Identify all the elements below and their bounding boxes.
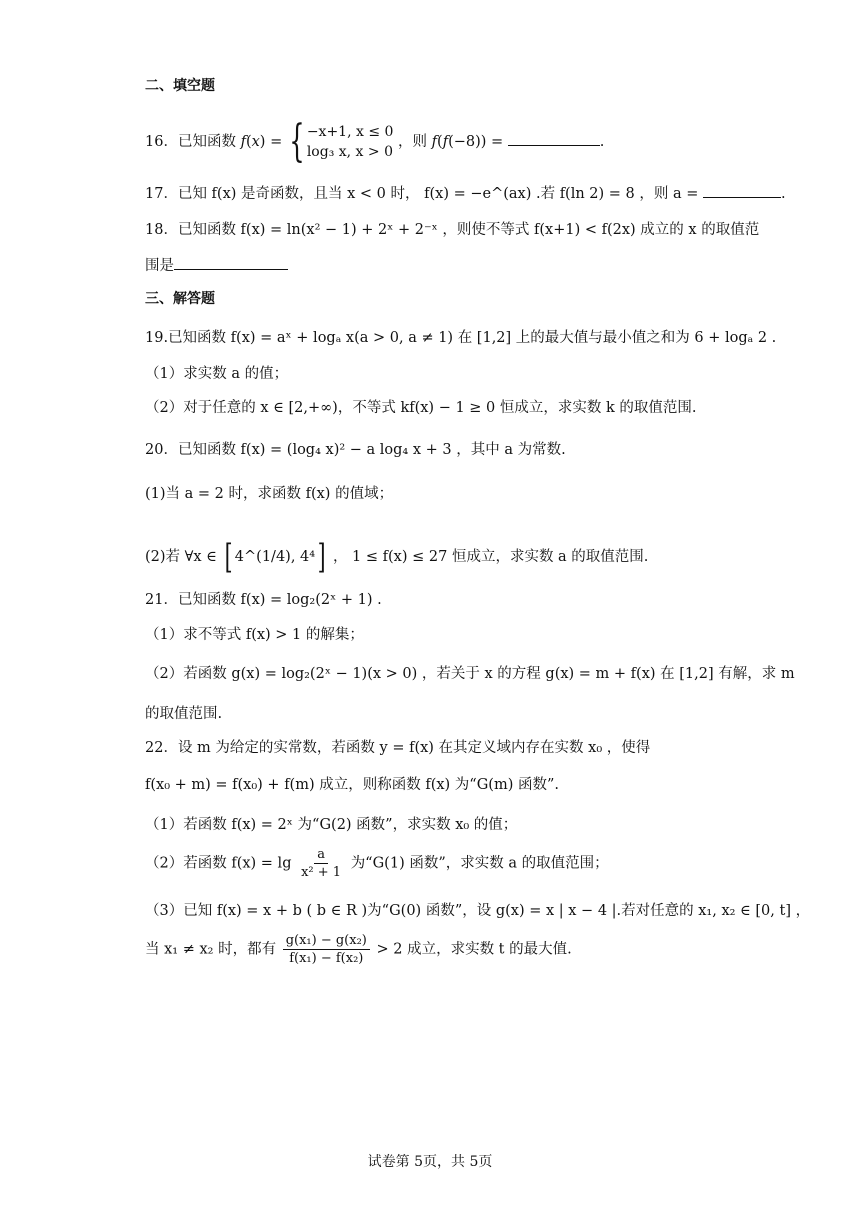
question-22-part-3-cont xyxy=(145,932,572,967)
question-text: 已知函数 f(x) = (log₄ x)² − a log₄ x + 3 ，其中 a 为常数. xyxy=(177,442,566,458)
question-number: 17． xyxy=(145,186,178,202)
question-22-part-1: （1）若函数 f(x) = 2ˣ 为“G(2) 函数”，求实数 x₀ 的值； xyxy=(145,817,518,833)
interval: 4^(1/4), 4⁴ xyxy=(234,549,316,565)
question-text: ， 1 ≤ f(x) ≤ 27 恒成立，求实数 a 的取值范围. xyxy=(332,549,649,565)
question-number: 22． xyxy=(145,740,178,756)
question-text: 已知函数 f(x) = ln(x² − 1) + 2ˣ + 2⁻ˣ ，则使不等式 f(x+1) < f(2x) 成立的 x 的取值范 xyxy=(177,222,760,238)
fraction-numerator: a xyxy=(314,846,328,864)
question-20-part-2 xyxy=(145,537,649,577)
section-heading-answer: 三、解答题 xyxy=(145,291,215,307)
question-22-definition: f(x₀ + m) = f(x₀) + f(m) 成立，则称函数 f(x) 为“G(m) 函数”. xyxy=(145,777,559,793)
question-20-part-1: (1)当 a = 2 时，求函数 f(x) 的值域； xyxy=(145,486,394,502)
question-text: 已知函数 f(x) = aˣ + logₐ x(a > 0, a ≠ 1) 在 [1,2] 上的最大值与最小值之和为 6 + logₐ 2 . xyxy=(168,330,777,346)
case-2: log₃ x, x > 0 xyxy=(306,144,393,160)
question-text: （2）若函数 f(x) = lg xyxy=(145,855,292,872)
question-17 xyxy=(145,183,786,204)
question-18-cont xyxy=(145,255,288,276)
answer-blank[interactable] xyxy=(174,255,288,270)
question-21-part-1: （1）求不等式 f(x) > 1 的解集； xyxy=(145,627,364,643)
question-19-part-2: （2）对于任意的 x ∈ [2,+∞)，不等式 kf(x) − 1 ≥ 0 恒成立，求实数 k 的取值范围. xyxy=(145,400,697,416)
question-text: ，则 xyxy=(398,134,428,150)
punct: . xyxy=(781,186,786,202)
question-text: 为“G(1) 函数”，求实数 a 的取值范围； xyxy=(350,855,609,872)
question-text: 围是 xyxy=(145,258,174,274)
fraction-numerator: g(x₁) − g(x₂) xyxy=(283,932,370,950)
question-18 xyxy=(145,220,759,240)
bracket-left-icon: [ xyxy=(224,537,233,577)
question-text: > 2 成立，求实数 t 的最大值. xyxy=(376,941,572,958)
question-text: 设 m 为给定的实常数，若函数 y = f(x) 在其定义域内存在实数 x₀ ，使得 xyxy=(177,740,651,756)
question-number: 19. xyxy=(145,330,169,346)
question-text: (2)若 ∀x ∈ xyxy=(145,549,217,565)
question-21 xyxy=(145,590,382,610)
question-19 xyxy=(145,328,776,348)
question-text: 已知函数 f(x) = log₂(2ˣ + 1) . xyxy=(177,592,382,608)
question-22 xyxy=(145,738,650,758)
question-number: 21． xyxy=(145,592,178,608)
piecewise-function xyxy=(287,116,394,167)
question-number: 16． xyxy=(145,134,178,150)
question-19-part-1: （1）求实数 a 的值； xyxy=(145,366,289,382)
brace-icon: { xyxy=(289,116,305,167)
question-number: 18． xyxy=(145,222,178,238)
page-footer: 试卷第 5页，共 5页 xyxy=(367,1154,493,1170)
case-1: −x+1, x ≤ 0 xyxy=(306,124,394,140)
question-20 xyxy=(145,440,566,460)
question-16: 16．已知函数 f(x) = { −x+1, x ≤ 0 log₃ x, x > 0 ，则 f(f(−8)) = . xyxy=(145,116,605,167)
question-text: 已知 f(x) 是奇函数，且当 x < 0 时， f(x) = −e^(ax) .若 f(ln 2) = 8 ，则 a = xyxy=(177,186,699,202)
question-22-part-3: （3）已知 f(x) = x + b ( b ∈ R )为“G(0) 函数”，设 g(x) = x | x − 4 |.若对任意的 x₁, x₂ ∈ [0, t] ， xyxy=(145,903,811,919)
question-text: 当 x₁ ≠ x₂ 时，都有 xyxy=(145,941,277,958)
fraction xyxy=(283,932,370,967)
fraction-denominator: f(x₁) − f(x₂) xyxy=(289,951,364,966)
question-text: 已知函数 xyxy=(177,134,236,150)
question-21-part-2: （2）若函数 g(x) = log₂(2ˣ − 1)(x > 0) ，若关于 x 的方程 g(x) = m + f(x) 在 [1,2] 有解，求 m xyxy=(145,666,795,682)
punct: . xyxy=(599,134,605,150)
fraction-denominator: x² + 1 xyxy=(301,865,342,880)
bracket-right-icon: ] xyxy=(317,537,326,577)
question-22-part-2 xyxy=(145,846,609,881)
question-21-part-2-cont: 的取值范围. xyxy=(145,706,223,722)
fraction xyxy=(298,846,344,881)
answer-blank[interactable] xyxy=(703,183,781,198)
question-number: 20． xyxy=(145,442,178,458)
section-heading-fill-in: 二、填空题 xyxy=(145,78,215,94)
answer-blank[interactable] xyxy=(508,131,600,146)
